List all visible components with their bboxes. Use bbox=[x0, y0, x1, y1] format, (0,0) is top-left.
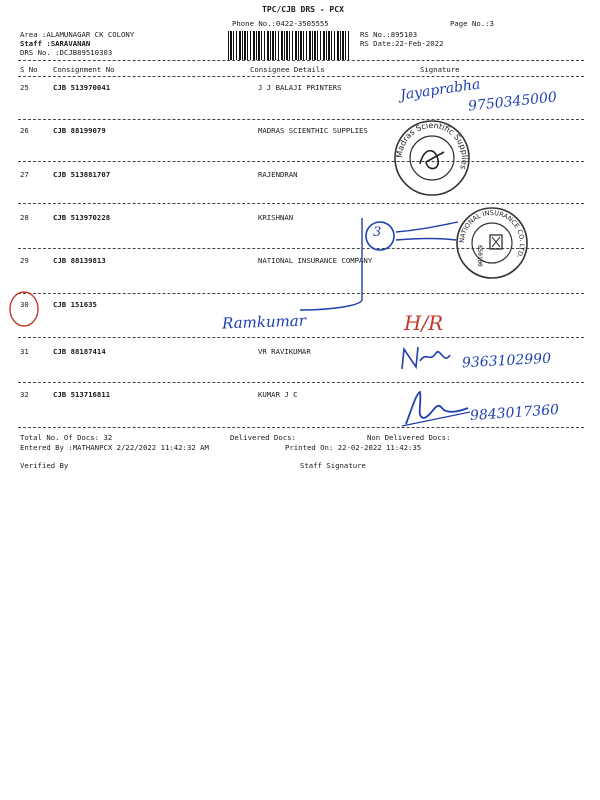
divider bbox=[18, 337, 584, 338]
mark-three: 3 bbox=[373, 225, 382, 240]
svg-text:Madras Scientific Supplies: Madras Scientific Supplies bbox=[394, 120, 470, 171]
row-consignee: KUMAR J C bbox=[258, 390, 298, 399]
row-consignee: KRISHNAN bbox=[258, 213, 294, 222]
divider bbox=[18, 161, 584, 162]
barcode bbox=[228, 31, 350, 60]
signature-ravikumar bbox=[400, 343, 460, 373]
row-consignment: CJB 88139813 bbox=[53, 256, 106, 265]
total-docs: Total No. Of Docs: 32 bbox=[20, 433, 113, 442]
column-header-consignment: Consignment No bbox=[53, 65, 115, 74]
row-consignment: CJB 513970228 bbox=[53, 213, 111, 222]
row-sno: 29 bbox=[20, 256, 29, 265]
phone-number: Phone No.:0422-3505555 bbox=[232, 19, 329, 28]
delivered-docs: Delivered Docs: bbox=[230, 433, 296, 442]
madras-scientific-stamp bbox=[392, 118, 472, 198]
divider bbox=[18, 60, 584, 61]
handwritten-ramkumar: Ramkumar bbox=[221, 311, 307, 333]
staff-label: Staff :SARAVANAN bbox=[20, 39, 91, 48]
signature-phone-31: 9363102990 bbox=[461, 350, 552, 372]
printed-on: Printed On: 22-02-2022 11:42:35 bbox=[285, 443, 422, 452]
verified-by: Verified By bbox=[20, 461, 69, 470]
row-sno: 32 bbox=[20, 390, 29, 399]
row-consignment: CJB 88187414 bbox=[53, 347, 106, 356]
entered-by: Entered By :MATHANPCX 2/22/2022 11:42:32 AM bbox=[20, 443, 209, 452]
column-header-consignee: Consignee Details bbox=[250, 65, 325, 74]
area-label: Area :ALAMUNAGAR CK COLONY bbox=[20, 30, 135, 39]
divider bbox=[18, 119, 584, 120]
column-header-sno: S No bbox=[20, 65, 38, 74]
column-header-signature: Signature bbox=[420, 65, 460, 74]
divider bbox=[18, 427, 584, 428]
circled-sno-mark bbox=[8, 290, 40, 328]
row-sno: 26 bbox=[20, 126, 29, 135]
svg-text:650100: 650100 bbox=[476, 245, 483, 267]
row-consignment: CJB 151635 bbox=[53, 300, 97, 309]
divider bbox=[18, 203, 584, 204]
svg-text:NATIONAL INSURANCE CO. LTD.: NATIONAL INSURANCE CO. LTD. bbox=[457, 208, 527, 260]
rs-date: RS Date:22-Feb-2022 bbox=[360, 39, 444, 48]
signature-jayaprabha: Jayaprabha bbox=[399, 76, 482, 104]
row-consignment: CJB 513970041 bbox=[53, 83, 111, 92]
row-consignment: CJB 513881707 bbox=[53, 170, 111, 179]
drs-number: DRS No. :DCJB89510303 bbox=[20, 48, 113, 57]
page-number: Page No.:3 bbox=[450, 19, 494, 28]
handwritten-hr-note: H/R bbox=[404, 311, 444, 335]
row-consignee: J J BALAJI PRINTERS bbox=[258, 83, 342, 92]
row-consignee: MADRAS SCIENTHIC SUPPLIES bbox=[258, 126, 368, 135]
divider bbox=[18, 76, 584, 77]
row-consignee: VR RAVIKUMAR bbox=[258, 347, 311, 356]
divider bbox=[18, 382, 584, 383]
signature-phone-32: 9843017360 bbox=[469, 401, 560, 425]
report-title: TPC/CJB DRS - PCX bbox=[262, 5, 344, 14]
row-consignment: CJB 513716811 bbox=[53, 390, 111, 399]
row-sno: 30 bbox=[20, 300, 29, 309]
row-sno: 31 bbox=[20, 347, 29, 356]
rs-number: RS No.:895103 bbox=[360, 30, 418, 39]
row-consignee: NATIONAL INSURANCE COMPANY bbox=[258, 256, 373, 265]
non-delivered-docs: Non Delivered Docs: bbox=[367, 433, 451, 442]
row-sno: 25 bbox=[20, 83, 29, 92]
row-consignee: RAJENDRAN bbox=[258, 170, 298, 179]
row-consignment: CJB 88199079 bbox=[53, 126, 106, 135]
divider bbox=[18, 293, 584, 294]
staff-signature-label: Staff Signature bbox=[300, 461, 366, 470]
signature-kumar bbox=[402, 388, 472, 428]
row-sno: 27 bbox=[20, 170, 29, 179]
signature-phone-25: 9750345000 bbox=[467, 89, 558, 115]
row-sno: 28 bbox=[20, 213, 29, 222]
